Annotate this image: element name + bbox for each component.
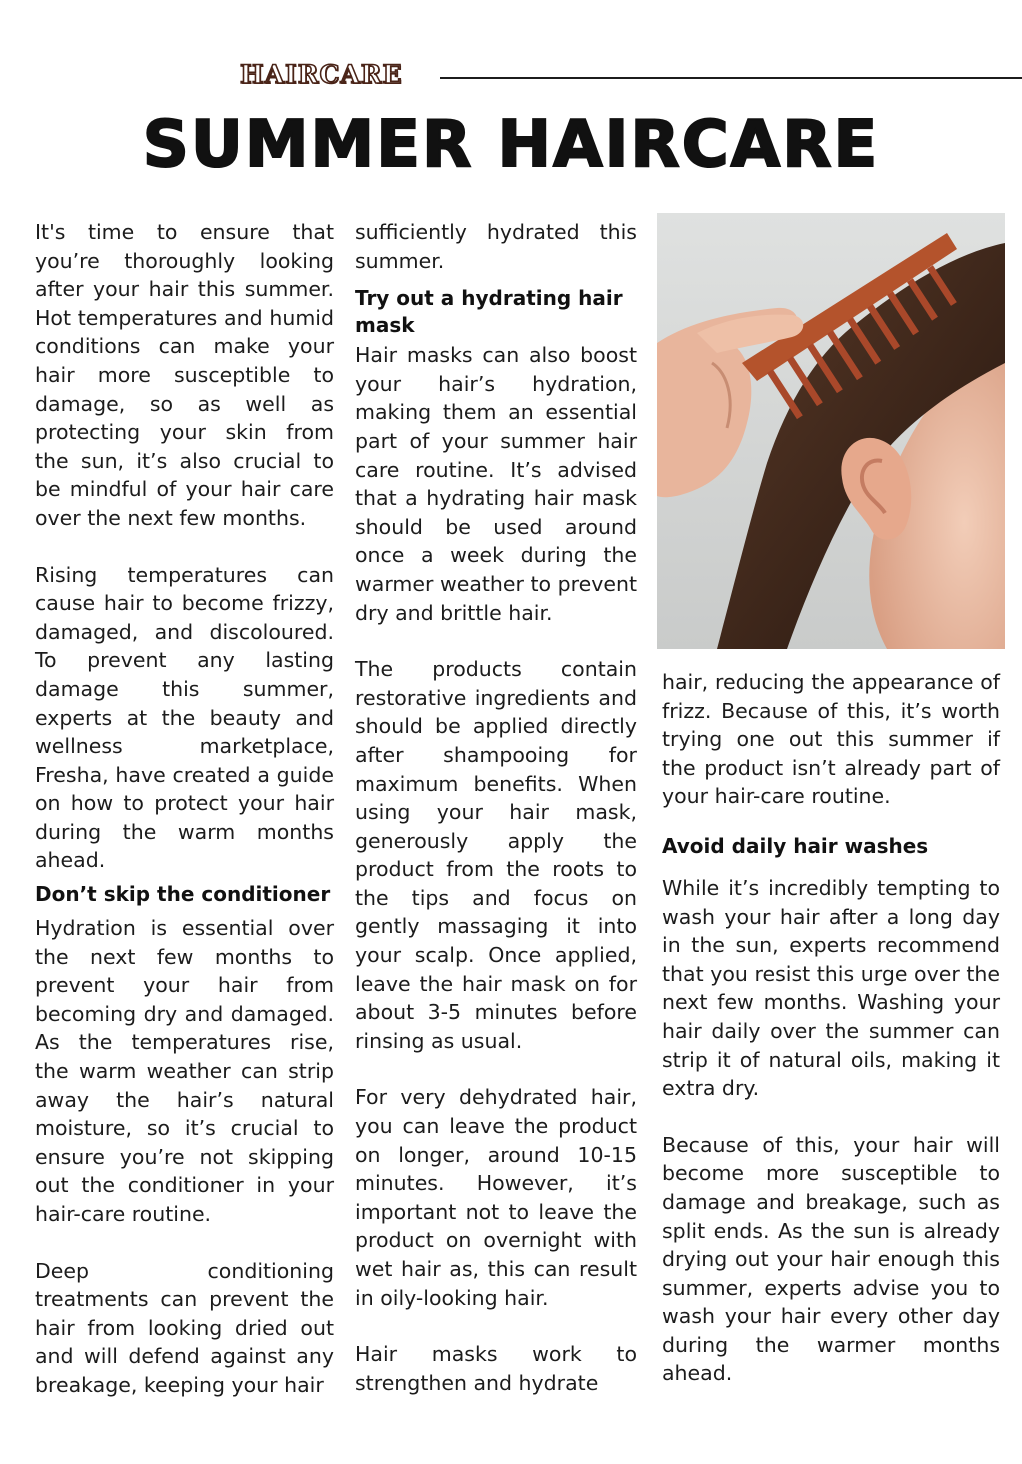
paragraph-intro: It's time to ensure that you’re thoroughly looking after your hair this summer. Hot temperatures and humid conditions can make your hair more susceptible to damage, so as well as protecting your skin from the sun, it’s also crucial to be mindful of your hair care over the next few months. <box>35 220 334 530</box>
heading-conditioner: Don’t skip the conditioner <box>35 882 331 907</box>
paragraph-masks-strengthen: Hair masks work to strengthen and hydrate <box>355 1342 637 1395</box>
paragraph-hydrated-continued: sufficiently hydrated this summer. <box>355 220 637 273</box>
paragraph-tempting: While it’s incredibly tempting to wash your hair after a long day in the sun, experts recommend that you resist this urge over the next few months. Washing your hair daily over the summer can strip it of natural oils, making it extra dry. <box>662 875 1000 1101</box>
article-column-2 <box>355 218 637 1397</box>
paragraph-products: The products contain restorative ingredients and should be applied directly after shampooing for maximum benefits. When using your hair mask, generously apply the product from the roots to the tips and focus on gently massaging it into your scalp. Once applied, leave the hair mask on for about 3-5 minutes before rinsing as usual. <box>355 657 637 1053</box>
paragraph-hydration: Hydration is essential over the next few months to prevent your hair from becoming dry and damaged. As the temperatures rise, the warm weather can strip away the hair’s natural moisture, so it’s crucial to ensure you’re not skipping out the conditioner in your hair-care routine. <box>35 916 334 1226</box>
paragraph-split-ends: Because of this, your hair will become more susceptible to damage and breakage, such as split ends. As the sun is already drying out your hair enough this summer, experts advise you to wash your hair every other day during the warmer months ahead. <box>662 1132 1000 1386</box>
section-label: HAIRCARE <box>240 60 403 89</box>
paragraph-deep-conditioning: Deep conditioning treatments can prevent the hair from looking dried out and will defend against any breakage, keeping your hair <box>35 1258 334 1397</box>
heading-hair-mask: Try out a hydrating hair mask <box>355 286 623 338</box>
hair-comb-photo <box>657 213 1005 649</box>
paragraph-dehydrated-hair: For very dehydrated hair, you can leave the product on longer, around 10-15 minutes. However, it’s important not to leave the product on overnight with wet hair as, this can result in oily-looking hair. <box>355 1085 637 1310</box>
article-column-3 <box>662 668 1000 1388</box>
heading-daily-washes: Avoid daily hair washes <box>662 833 929 858</box>
paragraph-rising-temperatures: Rising temperatures can cause hair to become frizzy, damaged, and discoloured. To prevent any lasting damage this summer, experts at the beauty and wellness marketplace, Fresha, have created a guide on how to protect your hair during the warm months ahead. <box>35 562 334 873</box>
paragraph-frizz: hair, reducing the appearance of frizz. Because of this, it’s worth trying one out this summer if the product isn’t already part of your hair-care routine. <box>662 670 1000 809</box>
header-rule <box>440 77 1022 79</box>
article-column-1 <box>35 218 334 1400</box>
paragraph-hair-masks: Hair masks can also boost your hair’s hydration, making them an essential part of your summer hair care routine. It’s advised that a hydrating hair mask should be used around once a week during the warmer weather to prevent dry and brittle hair. <box>355 343 637 625</box>
page-title: SUMMER HAIRCARE <box>142 108 880 182</box>
